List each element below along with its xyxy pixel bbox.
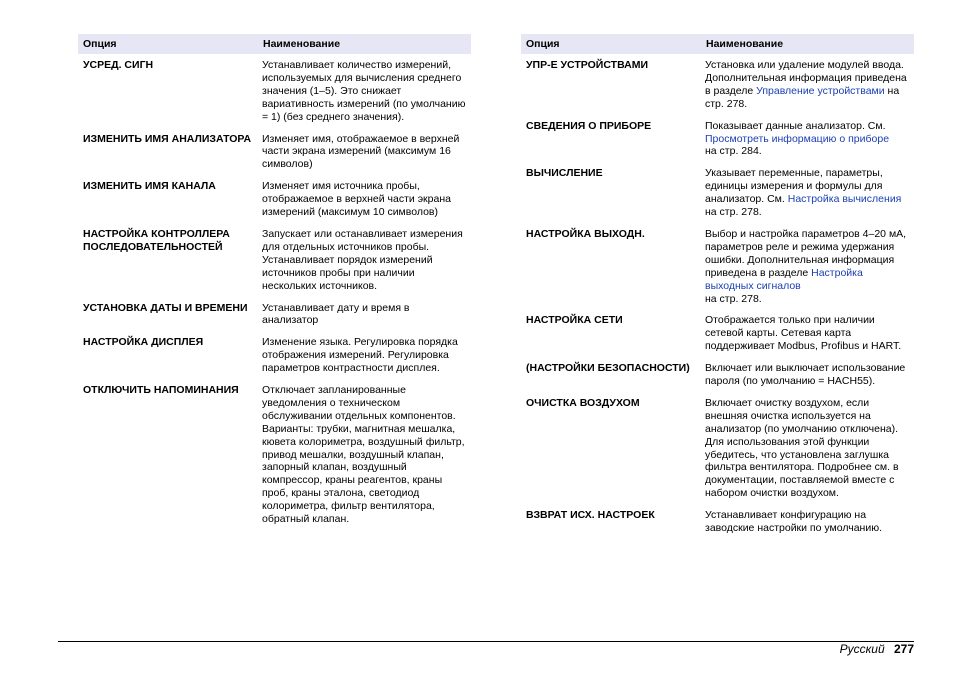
option-name: ИЗМЕНИТЬ ИМЯ КАНАЛА xyxy=(83,180,216,193)
table-header-row xyxy=(78,34,471,54)
column-header-option: Опция xyxy=(78,34,258,54)
table-header-row xyxy=(521,34,914,54)
option-description: Отключает запланированные уведомления о техническом обслуживании отдельных компонентов. Варианты: трубки, магнитная мешалка, кювета колориметра, воздушный фильтр, привод мешалки, воздушный клапан, запорный клапан, воздушный компрессор, краны реагентов, краны проб, краны эталона, светодиод колориметра, фильтр вентилятора, обратный клапан. xyxy=(262,384,465,526)
description-suffix: на стр. 278. xyxy=(705,292,762,305)
option-description xyxy=(701,54,914,115)
right-options-table xyxy=(521,34,914,539)
left-options-table xyxy=(78,34,471,530)
option-description: Запускает или останавливает измерения для отдельных источников пробы. Устанавливает порядок измерений источников пробы при наличии нескольких источников. xyxy=(262,227,463,292)
option-description: Включает или выключает использование пароля (по умолчанию = HACH55). xyxy=(705,362,906,388)
table-row xyxy=(78,128,471,176)
option-description: Устанавливает дату и время в анализатор xyxy=(262,301,410,327)
table-row xyxy=(521,162,914,223)
footer-divider xyxy=(58,641,914,642)
table-row xyxy=(78,331,471,379)
table-row xyxy=(521,54,914,115)
option-description: Отображается только при наличии сетевой карты. Сетевая карта поддерживает Modbus, Profibus и HART. xyxy=(705,314,902,353)
cross-reference-link[interactable]: Управление устройствами xyxy=(756,84,885,97)
cross-reference-link[interactable]: Настройка выходных сигналов xyxy=(705,266,863,292)
option-name: (НАСТРОЙКИ БЕЗОПАСНОСТИ) xyxy=(526,362,690,375)
table-row xyxy=(521,115,914,163)
option-name: ОЧИСТКА ВОЗДУХОМ xyxy=(526,396,640,409)
option-name: ВЫЧИСЛЕНИЕ xyxy=(526,167,603,180)
table-row xyxy=(78,54,471,128)
option-name: ИЗМЕНИТЬ ИМЯ АНАЛИЗАТОРА xyxy=(83,132,252,145)
option-name: НАСТРОЙКА СЕТИ xyxy=(526,314,623,327)
option-name: НАСТРОЙКА КОНТРОЛЛЕРА ПОСЛЕДОВАТЕЛЬНОСТЕЙ xyxy=(83,227,230,253)
cross-reference-link[interactable]: Настройка вычисления xyxy=(787,193,902,206)
page-number: 277 xyxy=(893,642,914,656)
page-footer xyxy=(840,642,914,656)
option-name: СВЕДЕНИЯ О ПРИБОРЕ xyxy=(526,119,652,132)
column-header-name: Наименование xyxy=(258,34,471,54)
table-row xyxy=(521,223,914,309)
option-description xyxy=(701,115,914,163)
option-description: Изменяет имя, отображаемое в верхней части экрана измерений (максимум 16 символов) xyxy=(262,132,460,171)
option-name: УСТАНОВКА ДАТЫ И ВРЕМЕНИ xyxy=(83,301,248,314)
option-description: Устанавливает конфигурацию на заводские настройки по умолчанию. xyxy=(705,509,882,535)
column-header-name: Наименование xyxy=(701,34,914,54)
cross-reference-link[interactable]: Просмотреть информацию о приборе xyxy=(705,132,890,145)
option-description: Изменяет имя источника пробы, отображаемое в верхней части экрана измерений (максимум 10 символов) xyxy=(262,180,451,219)
table-row xyxy=(78,297,471,332)
option-description xyxy=(701,223,914,309)
description-suffix: на стр. 278. xyxy=(705,84,900,110)
description-text: Установка или удаление модулей ввода. Дополнительная информация приведена в разделе xyxy=(705,59,907,97)
table-row xyxy=(78,175,471,223)
option-name: НАСТРОЙКА ВЫХОДН. xyxy=(526,227,645,240)
option-name: НАСТРОЙКА ДИСПЛЕЯ xyxy=(83,336,204,349)
option-name: ВЗВРАТ ИСХ. НАСТРОЕК xyxy=(526,509,655,522)
option-name: ОТКЛЮЧИТЬ НАПОМИНАНИЯ xyxy=(83,384,239,397)
option-description: Изменение языка. Регулировка порядка отображения измерений. Регулировка параметров контрастности дисплея. xyxy=(262,336,458,375)
description-text: Показывает данные анализатор. См. xyxy=(705,119,886,132)
option-name: УПР-Е УСТРОЙСТВАМИ xyxy=(526,59,649,71)
table-row xyxy=(78,379,471,530)
description-text: Выбор и настройка параметров 4–20 мА, параметров реле и режима удержания ошибки. Дополнительная информация приведена в разделе xyxy=(705,227,907,279)
table-row xyxy=(78,223,471,297)
description-text: Указывает переменные, параметры, единицы измерения и формулы для анализатор. См. xyxy=(705,167,883,206)
column-header-option: Опция xyxy=(521,34,701,54)
description-suffix: на стр. 278. xyxy=(705,206,762,219)
footer-language: Русский xyxy=(839,642,885,656)
table-row xyxy=(521,357,914,392)
option-description: Устанавливает количество измерений, используемых для вычисления среднего значения (1–5). Это снижает вариативность измерений (по умолчанию = 1) (без среднего значения). xyxy=(262,59,466,123)
table-row xyxy=(521,504,914,539)
option-description xyxy=(701,162,914,223)
description-suffix: на стр. 284. xyxy=(705,145,762,158)
option-description: Включает очистку воздухом, если внешняя очистка используется на анализатор (по умолчанию отключена). Для использования этой функции убедитесь, что установлена заглушка фильтра вентилятора. Подробнее см. в документации, поставляемой вместе с набором очистки воздухом. xyxy=(705,396,899,500)
option-name: УСРЕД. СИГН xyxy=(83,59,154,71)
table-row xyxy=(521,392,914,504)
table-row xyxy=(521,309,914,357)
